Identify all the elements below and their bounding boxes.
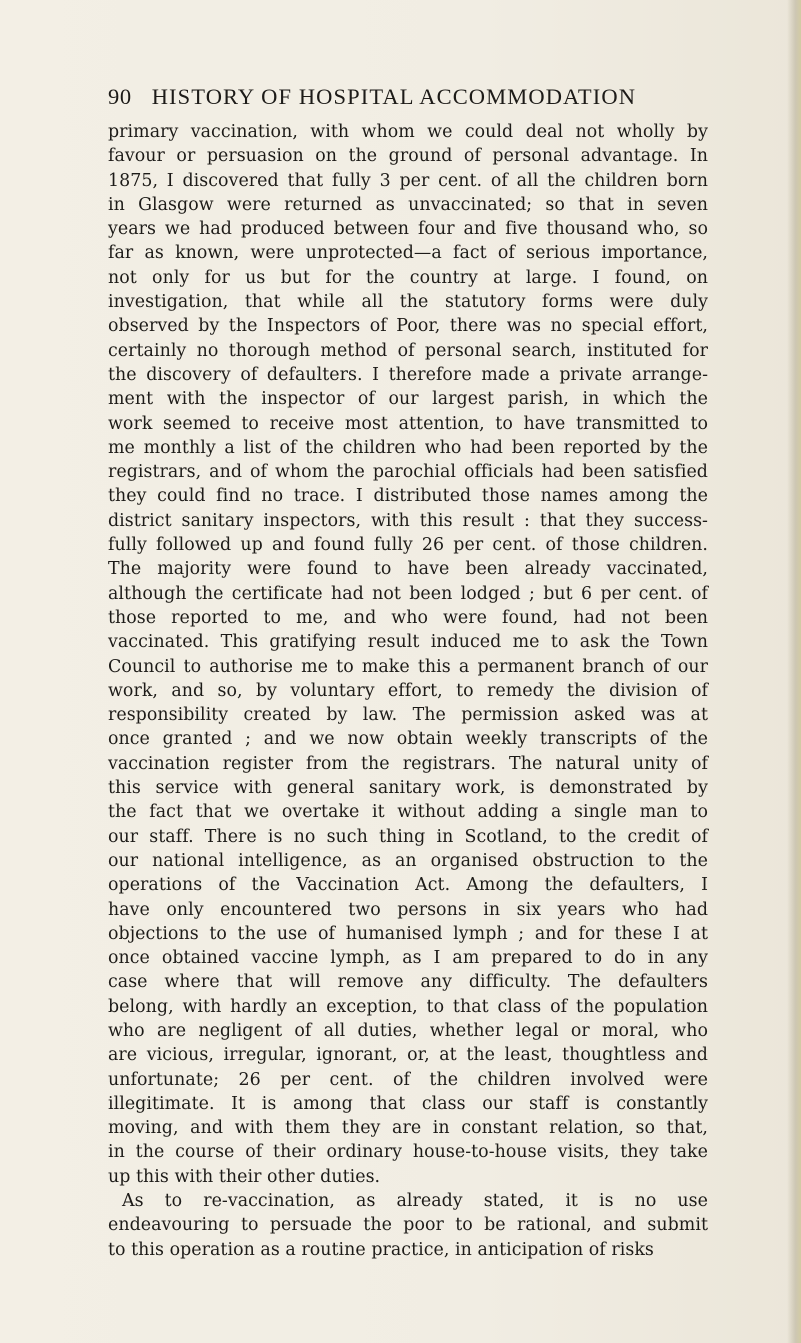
- text-line: unfortunate; 26 per cent. of the children involved were: [108, 1069, 708, 1090]
- text-line: once granted ; and we now obtain weekly transcripts of the: [108, 729, 708, 750]
- text-line: objections to the use of humanised lymph ; and for these I at: [108, 923, 708, 944]
- text-line: me monthly a list of the children who had been reported by the: [108, 437, 708, 458]
- text-line: The majority were found to have been already vaccinated,: [108, 559, 708, 580]
- text-line: As to re-vaccination, as already stated, it is no use: [122, 1191, 708, 1212]
- body-text: [108, 120, 708, 1262]
- text-line: our national intelligence, as an organised obstruction to the: [108, 850, 708, 871]
- text-line: our staff. There is no such thing in Scotland, to the credit of: [108, 826, 708, 847]
- text-line: to this operation as a routine practice, in anticipation of risks: [108, 1239, 654, 1260]
- text-line: who are negligent of all duties, whether legal or moral, who: [108, 1020, 708, 1041]
- text-line: work, and so, by voluntary effort, to remedy the division of: [108, 680, 708, 701]
- text-line: they could find no trace. I distributed those names among the: [108, 486, 708, 507]
- running-head: HISTORY OF HOSPITAL ACCOMMODATION: [151, 84, 637, 109]
- text-line: are vicious, irregular, ignorant, or, at the least, thoughtless and: [108, 1045, 708, 1066]
- text-line: observed by the Inspectors of Poor, there was no special effort,: [108, 316, 708, 337]
- text-line: belong, with hardly an exception, to that class of the population: [108, 996, 708, 1017]
- text-line: certainly no thorough method of personal search, instituted for: [108, 340, 708, 361]
- text-line: responsibility created by law. The permission asked was at: [108, 705, 708, 726]
- page-number: 90: [108, 84, 132, 109]
- text-line: 1875, I discovered that fully 3 per cent. of all the children born: [108, 170, 708, 191]
- text-line: vaccinated. This gratifying result induced me to ask the Town: [108, 632, 708, 653]
- text-line: the discovery of defaulters. I therefore made a private arrange-: [108, 364, 708, 385]
- text-line: primary vaccination, with whom we could deal not wholly by: [108, 122, 708, 142]
- text-line: registrars, and of whom the parochial officials had been satisfied: [108, 462, 708, 483]
- text-line: ment with the inspector of our largest parish, in which the: [108, 389, 708, 410]
- text-line: up this with their other duties.: [108, 1166, 381, 1187]
- text-line: work seemed to receive most attention, to have transmitted to: [108, 413, 708, 434]
- page-edge-shadow: [787, 0, 801, 1343]
- text-line: this service with general sanitary work, is demonstrated by: [108, 778, 708, 799]
- text-line: have only encountered two persons in six years who had: [108, 899, 708, 920]
- text-line: once obtained vaccine lymph, as I am prepared to do in any: [108, 948, 708, 969]
- text-line: investigation, that while all the statutory forms were duly: [108, 292, 708, 313]
- text-line: the fact that we overtake it without adding a single man to: [108, 802, 708, 823]
- text-line: illegitimate. It is among that class our staff is constantly: [108, 1093, 708, 1114]
- text-line: in Glasgow were returned as unvaccinated; so that in seven: [108, 194, 708, 215]
- page-header: [108, 84, 698, 110]
- text-line: Council to authorise me to make this a permanent branch of our: [108, 656, 708, 677]
- text-line: far as known, were unprotected—a fact of serious importance,: [108, 243, 708, 264]
- text-line: case where that will remove any difficulty. The defaulters: [108, 972, 708, 993]
- text-line: years we had produced between four and five thousand who, so: [108, 219, 708, 240]
- text-line: fully followed up and found fully 26 per cent. of those children.: [108, 535, 708, 556]
- text-line: favour or persuasion on the ground of personal advantage. In: [108, 146, 708, 167]
- text-line: although the certificate had not been lodged ; but 6 per cent. of: [108, 583, 708, 604]
- text-line: in the course of their ordinary house-to-house visits, they take: [108, 1142, 708, 1163]
- text-line: operations of the Vaccination Act. Among the defaulters, I: [108, 875, 708, 896]
- text-line: not only for us but for the country at large. I found, on: [108, 267, 708, 288]
- text-line: moving, and with them they are in constant relation, so that,: [108, 1118, 708, 1139]
- text-line: district sanitary inspectors, with this result : that they success-: [108, 510, 708, 531]
- text-line: vaccination register from the registrars. The natural unity of: [108, 753, 708, 774]
- text-line: those reported to me, and who were found, had not been: [108, 607, 708, 628]
- text-line: endeavouring to persuade the poor to be rational, and submit: [108, 1215, 708, 1236]
